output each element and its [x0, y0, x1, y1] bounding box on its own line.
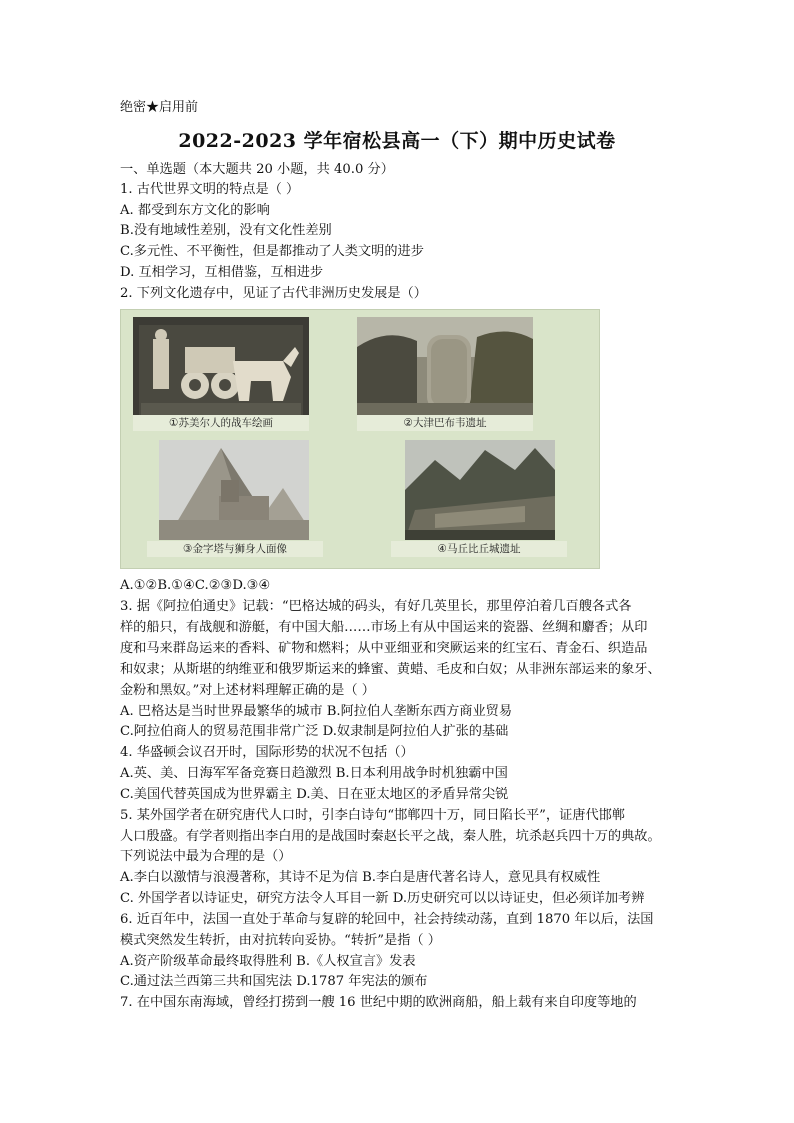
- option-1d: D. 互相学习，互相借鉴，互相进步: [120, 265, 324, 280]
- option-1c: C.多元性、不平衡性，但是都推动了人类文明的进步: [120, 244, 424, 259]
- secret-label: 绝密★启用前: [120, 100, 199, 115]
- question-3-line-5: 金粉和黑奴。”对上述材料理解正确的是（ ）: [120, 683, 375, 698]
- question-3-line-2: 样的船只，有战舰和游艇，有中国大船……市场上有从中国运来的瓷器、丝绸和麝香；从印: [120, 620, 648, 635]
- options-4ab: A.英、美、日海军军备竞赛日趋激烈 B.日本利用战争时机独霸中国: [120, 766, 508, 781]
- machu-picchu-image: [405, 440, 555, 540]
- question-4: 4. 华盛顿会议召开时，国际形势的状况不包括（）: [120, 745, 414, 760]
- question-2-figure: [120, 309, 600, 569]
- page-title: 2022-2023 学年宿松县高一（下）期中历史试卷: [178, 130, 616, 152]
- options-4cd: C.美国代替英国成为世界霸主 D.美、日在亚太地区的矛盾异常尖锐: [120, 787, 509, 802]
- question-6-line-2: 模式突然发生转折，由对抗转向妥协。“转折”是指（ ）: [120, 933, 441, 948]
- question-6-line-1: 6. 近百年中，法国一直处于革命与复辟的轮回中，社会持续动荡，直到 1870 年以后，法国: [120, 912, 654, 927]
- option-1b: B.没有地域性差别，没有文化性差别: [120, 223, 332, 238]
- options-6cd: C.通过法兰西第三共和国宪法 D.1787 年宪法的颁布: [120, 974, 428, 989]
- question-1: 1. 古代世界文明的特点是（ ）: [120, 182, 300, 197]
- caption-4: ④马丘比丘城遗址: [391, 541, 567, 557]
- question-5-line-2: 人口殷盛。有学者则指出李白用的是战国时秦赵长平之战，秦人胜，坑杀赵兵四十万的典故。: [120, 829, 661, 844]
- question-3-line-1: 3. 据《阿拉伯通史》记载：“巴格达城的码头，有好几英里长，那里停泊着几百艘各式各: [120, 599, 632, 614]
- caption-3: ③金字塔与狮身人面像: [147, 541, 323, 557]
- question-3-line-3: 度和马来群岛运来的香料、矿物和燃料；从中亚细亚和突厥运来的红宝石、青金石、织造品: [120, 641, 648, 656]
- options-5ab: A.李白以激情与浪漫著称，其诗不足为信 B.李白是唐代著名诗人，意见具有权威性: [120, 870, 601, 885]
- question-5-line-1: 5. 某外国学者在研究唐代人口时，引李白诗句“邯郸四十万，同日陷长平”，证唐代邯郸: [120, 808, 626, 823]
- caption-1: ①苏美尔人的战车绘画: [133, 415, 309, 431]
- options-3cd: C.阿拉伯商人的贸易范围非常广泛 D.奴隶制是阿拉伯人扩张的基础: [120, 724, 509, 739]
- great-zimbabwe-image: [357, 317, 533, 427]
- question-7-line-1: 7. 在中国东南海域，曾经打捞到一艘 16 世纪中期的欧洲商船，船上载有来自印度等地的: [120, 995, 637, 1010]
- option-1a: A. 都受到东方文化的影响: [120, 203, 270, 218]
- caption-2: ②大津巴布韦遗址: [357, 415, 533, 431]
- question-3-line-4: 和奴隶；从斯堪的纳维亚和俄罗斯运来的蜂蜜、黄蜡、毛皮和白奴；从非洲东部运来的象牙、: [120, 662, 661, 677]
- options-3ab: A. 巴格达是当时世界最繁华的城市 B.阿拉伯人垄断东西方商业贸易: [120, 704, 513, 719]
- question-5-line-3: 下列说法中最为合理的是（）: [120, 849, 292, 864]
- options-2: A.①②B.①④C.②③D.③④: [120, 578, 271, 593]
- section-heading: 一、单选题（本大题共 20 小题，共 40.0 分）: [120, 162, 394, 177]
- options-6ab: A.资产阶级革命最终取得胜利 B.《人权宣言》发表: [120, 954, 416, 969]
- pyramid-sphinx-image: [159, 440, 309, 540]
- question-2: 2. 下列文化遗存中，见证了古代非洲历史发展是（）: [120, 286, 427, 301]
- options-5cd: C. 外国学者以诗证史，研究方法令人耳目一新 D.历史研究可以以诗证史，但必须详加考辨: [120, 891, 645, 906]
- sumerian-chariot-image: [133, 317, 309, 427]
